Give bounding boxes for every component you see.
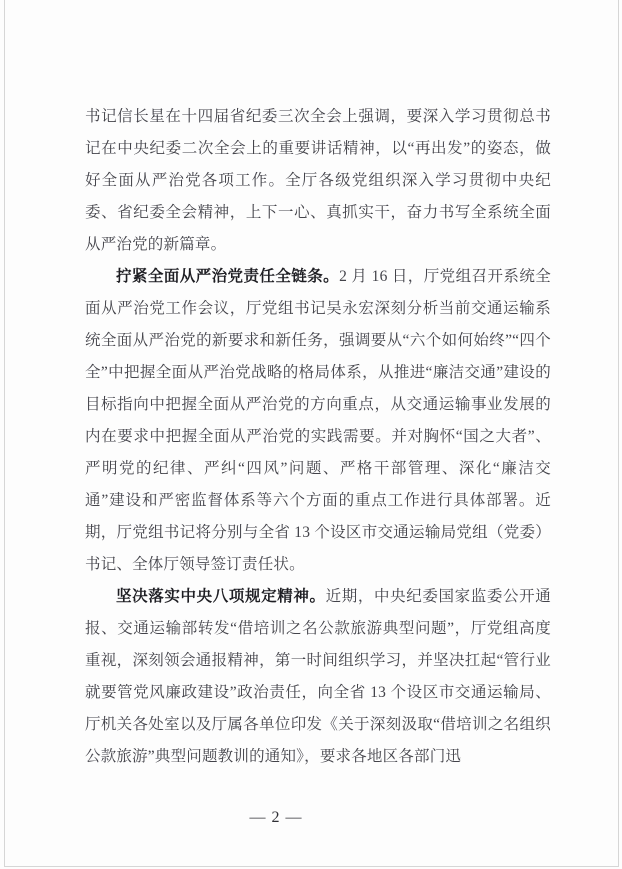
paragraph (85, 581, 551, 773)
paragraph-text: 2 月 16 日，厅党组召开系统全面从严治党工作会议，厅党组书记吴永宏深刻分析当前交通运输系统全面从严治党的新要求和新任务，强调要从“六个如何始终”“四个全”中把握全面从严治党战略的格局体系，从推进“廉洁交通”建设的目标指向中把握全面从严治党的方向重点，从交通运输事业发展的内在要求中把握全面从严治党的实践需要。并对胸怀“国之大者”、严明党的纪律、严纠“四风”问题、严格干部管理、深化“廉洁交通”建设和严密监督体系等六个方面的重点工作进行具体部署。近期，厅党组书记将分别与全省 13 个设区市交通运输局党组（党委）书记、全体厅领导签订责任状。 (85, 268, 551, 573)
paragraph (85, 261, 551, 581)
page-number: — 2 — (249, 809, 303, 826)
paragraph-lead: 拧紧全面从严治党责任全链条。 (116, 268, 340, 285)
paragraph-text: 书记信长星在十四届省纪委三次全会上强调，要深入学习贯彻总书记在中央纪委二次全会上的重要讲话精神，以“再出发”的姿态，做好全面从严治党各项工作。全厅各级党组织深入学习贯彻中央纪委、省纪委全会精神，上下一心、真抓实干，奋力书写全系统全面从严治党的新篇章。 (85, 108, 551, 253)
paragraph (85, 101, 551, 261)
paragraph-text: 近期，中央纪委国家监委公开通报、交通运输部转发“借培训之名公款旅游典型问题”，厅党组高度重视，深刻领会通报精神，第一时间组织学习，并坚决扛起“管行业就要管党风廉政建设”政治责任，向全省 13 个设区市交通运输局、厅机关各处室以及厅属各单位印发《关于深刻汲取“借培训之名组织公款旅游”典型问题教训的通知》，要求各地区各部门迅 (85, 588, 551, 765)
document-body (85, 101, 551, 773)
page-footer (0, 804, 552, 832)
paragraph-lead: 坚决落实中央八项规定精神。 (116, 588, 326, 605)
